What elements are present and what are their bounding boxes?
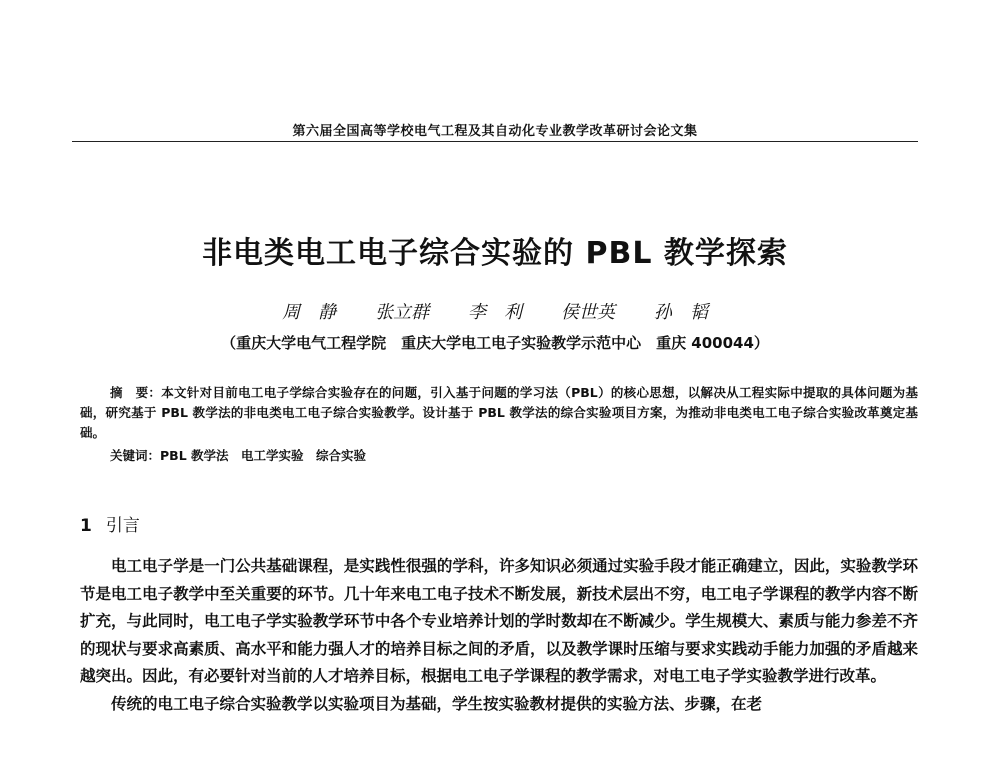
abstract-label: 摘 要： (110, 385, 162, 400)
author-list (72, 298, 918, 324)
affiliation: （重庆大学电气工程学院 重庆大学电工电子实验教学示范中心 重庆 400044） (221, 334, 769, 352)
abstract (80, 383, 918, 443)
section-heading (80, 511, 140, 536)
author-name: 侯世英 (560, 302, 615, 323)
paper-title: 非电类电工电子综合实验的 PBL 教学探索 (202, 236, 788, 271)
body-text (80, 553, 918, 718)
author-name: 孙 韬 (653, 302, 708, 323)
paragraph: 传统的电工电子综合实验教学以实验项目为基础，学生按实验教材提供的实验方法、步骤，在老 (111, 694, 763, 713)
author-name: 李 利 (468, 302, 522, 323)
header-rule (72, 141, 918, 142)
keywords (80, 446, 918, 466)
keywords-label: 关键词： (110, 448, 161, 463)
section-title: 引言 (105, 516, 140, 536)
paragraph: 电工电子学是一门公共基础课程，是实践性很强的学科，许多知识必须通过实验手段才能正确建立，因此，实验教学环节是电工电子教学中至关重要的环节。几十年来电工电子技术不断发展，新技术层出不穷，电工电子学课程的教学内容不断扩充，与此同时，电工电子学实验教学环节中各个专业培养计划的学时数却在不断减少。学生规模大、素质与能力参差不齐的现状与要求高素质、高水平和能力强人才的培养目标之间的矛盾，以及教学课时压缩与要求实践动手能力加强的矛盾越来越突出。因此，有必要针对当前的人才培养目标，根据电工电子学课程的教学需求，对电工电子学实验教学进行改革。 (80, 557, 918, 685)
author-name: 周 静 (282, 302, 337, 323)
author-name: 张立群 (375, 302, 430, 323)
section-number: 1 (80, 516, 92, 536)
abstract-text: 本文针对目前电工电子学综合实验存在的问题，引入基于问题的学习法（PBL）的核心思想，以解决从工程实际中提取的具体问题为基础，研究基于 PBL 教学法的非电类电工电子综合实验教学。设计基于 PBL 教学法的综合实验项目方案，为推动非电类电工电子综合实验改革奠定基础。 (80, 385, 918, 440)
running-head: 第六届全国高等学校电气工程及其自动化专业教学改革研讨会论文集 (292, 124, 698, 139)
keywords-text: PBL 教学法 电工学实验 综合实验 (160, 448, 367, 463)
